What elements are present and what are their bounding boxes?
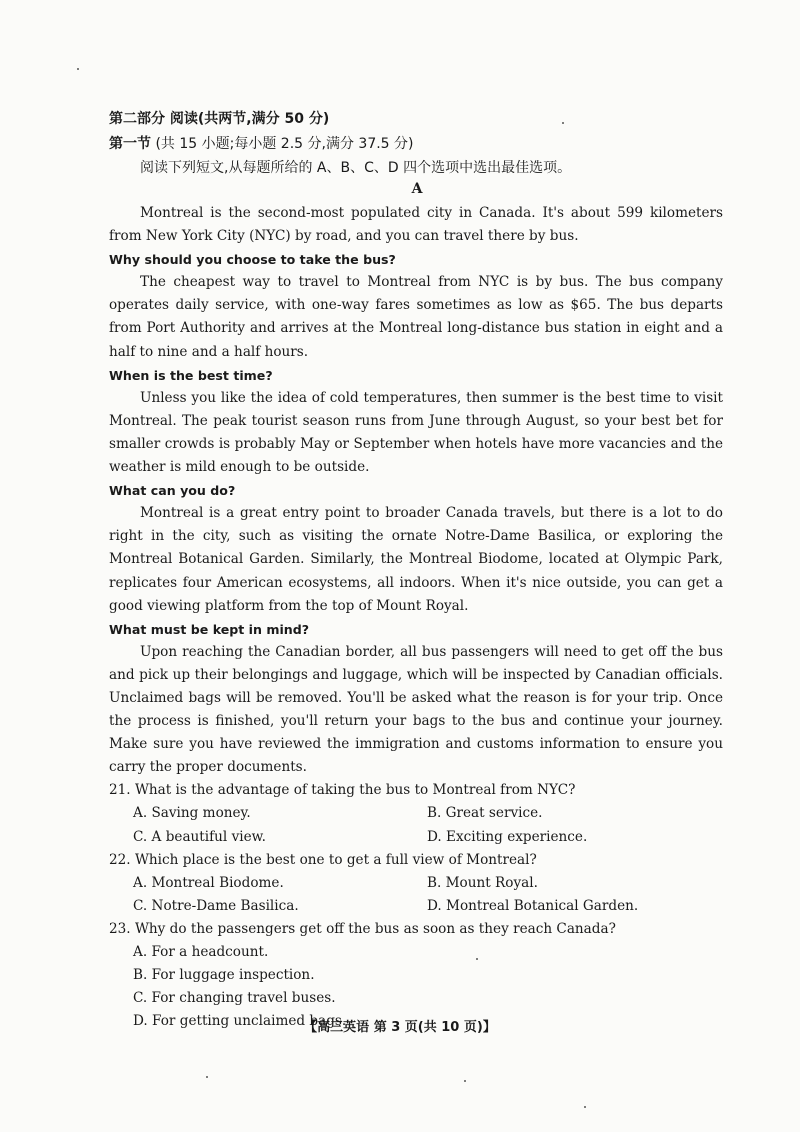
paragraph: Unless you like the idea of cold temperatures, then summer is the best time to visit Montreal. The peak tourist season runs from June through August, so your best bet for smaller crowds is probably May or September when hotels have more vacancies and the weather is mild enough to be outside. <box>109 389 723 476</box>
paragraph: Montreal is a great entry point to broader Canada travels, but there is a lot to do right in the city, such as visiting the ornate Notre-Dame Basilica, or exploring the Montreal Botanical Garden. Similarly, the Montreal Biodome, located at Olympic Park, replicates four American ecosystems, all indoors. When it's nice outside, you can get a good viewing platform from the top of Mount Royal. <box>109 505 723 614</box>
option: D. Montreal Botanical Garden. <box>427 897 639 914</box>
subheading: What must be kept in mind? <box>109 621 310 637</box>
subheading: Why should you choose to take the bus? <box>109 252 396 268</box>
section-label: 第一节 <box>109 136 151 152</box>
question-options <box>109 872 723 918</box>
scan-speck <box>584 1106 586 1108</box>
question-stem: 22. Which place is the best one to get a full view of Montreal? <box>109 851 537 868</box>
option: C. A beautiful view. <box>133 828 266 845</box>
question-stem: 21. What is the advantage of taking the bus to Montreal from NYC? <box>109 782 576 799</box>
paragraph: Montreal is the second-most populated city in Canada. It's about 599 kilometers from New York City (NYC) by road, and you can travel there by bus. <box>109 205 723 245</box>
question-options <box>109 802 723 848</box>
question-stem: 23. Why do the passengers get off the bus as soon as they reach Canada? <box>109 920 616 937</box>
option: B. Great service. <box>427 805 543 822</box>
paragraph: The cheapest way to travel to Montreal from NYC is by bus. The bus company operates daily service, with one-way fares sometimes as low as $65. The bus departs from Port Authority and arrives at the Montreal long-distance bus station in eight and a half to nine and a half hours. <box>109 274 723 360</box>
section-heading <box>109 133 414 153</box>
scan-speck <box>464 1080 466 1082</box>
page-footer: 【高三英语 第 3 页(共 10 页)】 <box>304 1020 496 1035</box>
passage-letter: A <box>411 181 423 197</box>
option: A. For a headcount. <box>133 944 269 960</box>
scan-speck <box>562 122 564 124</box>
option: C. Notre-Dame Basilica. <box>133 897 299 914</box>
instruction-text: 阅读下列短文,从每题所给的 A、B、C、D 四个选项中选出最佳选项。 <box>140 160 572 176</box>
passage-body <box>109 202 723 1033</box>
option: C. For changing travel buses. <box>133 990 336 1007</box>
option: D. For getting unclaimed bags. <box>133 1013 347 1030</box>
part-title: 第二部分 阅读(共两节,满分 50 分) <box>109 111 330 127</box>
option: D. Exciting experience. <box>427 828 588 845</box>
subheading: When is the best time? <box>109 367 273 383</box>
option: B. For luggage inspection. <box>133 967 315 984</box>
section-detail: (共 15 小题;每小题 2.5 分,满分 37.5 分) <box>155 136 414 152</box>
option: A. Saving money. <box>133 805 251 822</box>
subheading: What can you do? <box>109 483 236 499</box>
option: B. Mount Royal. <box>427 874 538 891</box>
paragraph: Upon reaching the Canadian border, all bus passengers will need to get off the bus and pick up their belongings and luggage, which will be inspected by Canadian officials. Unclaimed bags will be removed. You'll be asked what the reason is for your trip. Once the process is finished, you'll return your bags to the bus and continue your journey. Make sure you have reviewed the immigration and customs information to ensure you carry the proper documents. <box>109 643 723 776</box>
scan-speck <box>476 958 478 960</box>
option: A. Montreal Biodome. <box>133 874 284 891</box>
scan-speck <box>77 68 79 70</box>
scan-speck <box>206 1076 208 1078</box>
